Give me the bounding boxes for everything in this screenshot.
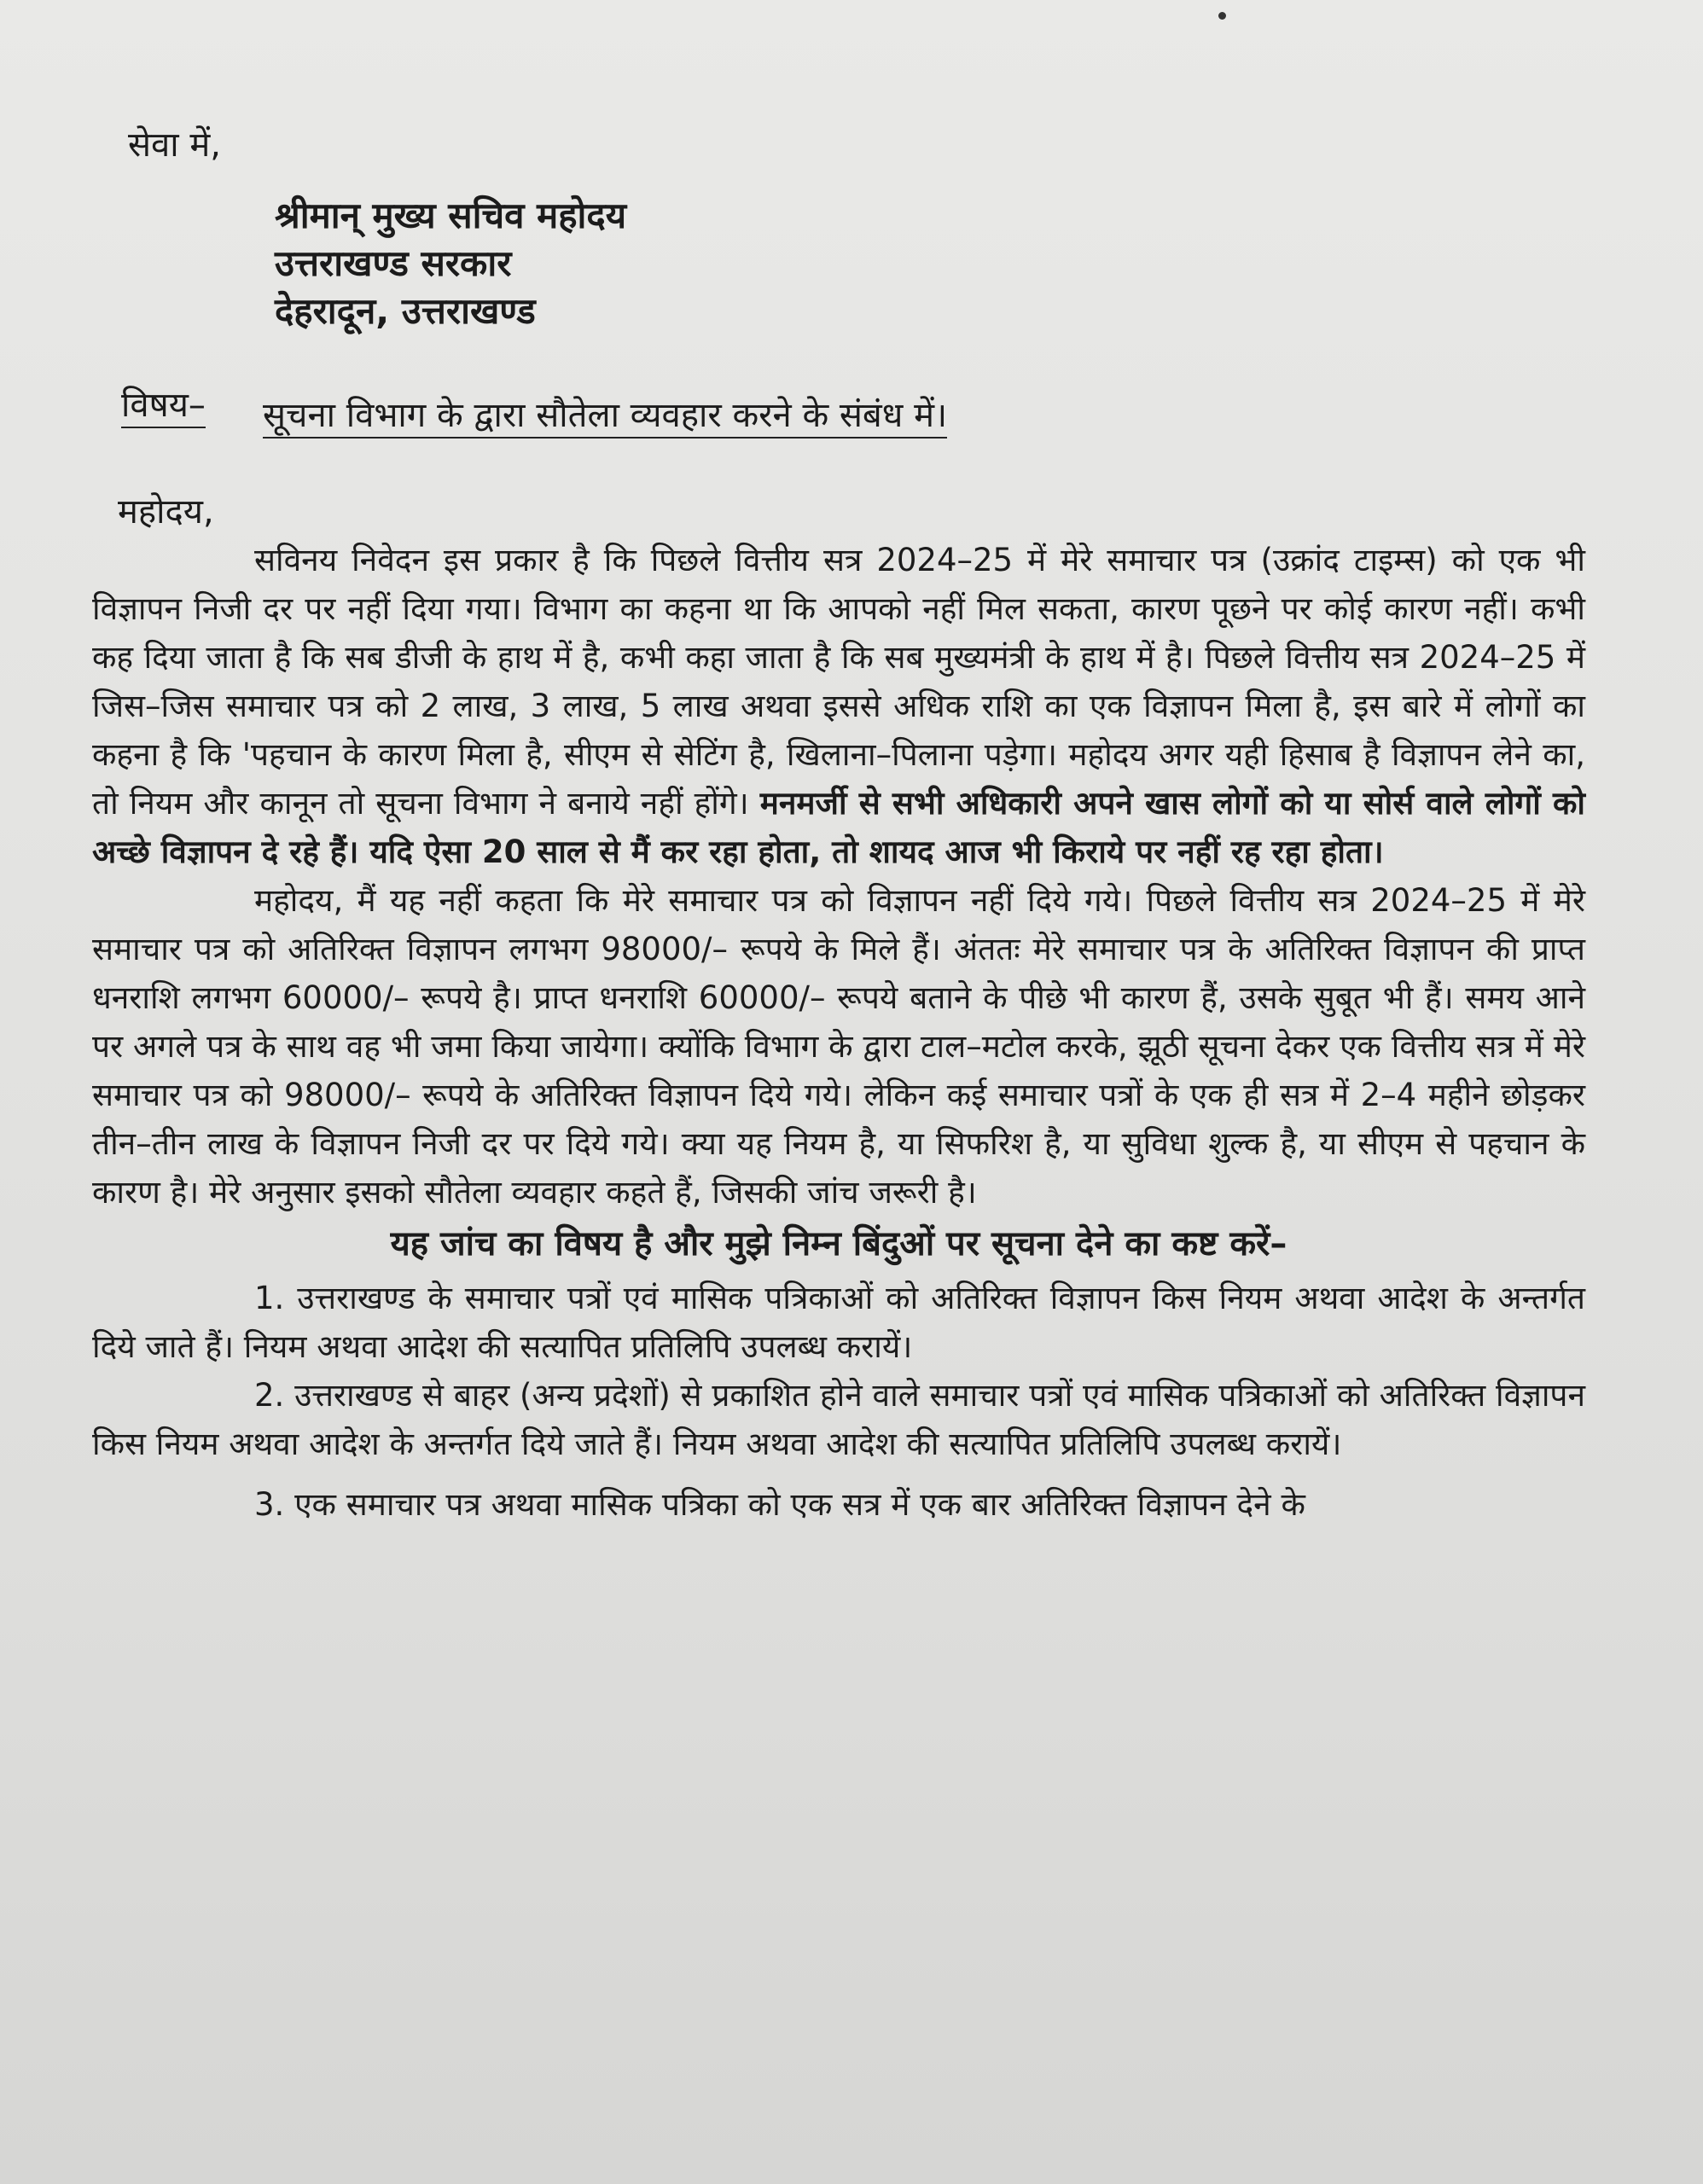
paragraph-1 [92,536,1585,876]
paragraph-1-text: सविनय निवेदन इस प्रकार है कि पिछले वित्तीय सत्र 2024–25 में मेरे समाचार पत्र (उक्रांद टाइम्स) को एक भी विज्ञापन निजी दर पर नहीं दिया गया। विभाग का कहना था कि आपको नहीं मिल सकता, कारण पूछने पर कोई कारण नहीं। कभी कह दिया जाता है कि सब डीजी के हाथ में है, कभी कहा जाता है कि सब मुख्यमंत्री के हाथ में है। पिछले वित्तीय सत्र 2024–25 में जिस–जिस समाचार पत्र को 2 लाख, 3 लाख, 5 लाख अथवा इससे अधिक राशि का एक विज्ञापन मिला है, इस बारे में लोगों का कहना है कि 'पहचान के कारण मिला है, सीएम से सेटिंग है, खिलाना–पिलाना पड़ेगा। महोदय अगर यही हिसाब है विज्ञापन लेने का, तो नियम और कानून तो सूचना विभाग ने बनाये नहीं होंगे। [92,542,1585,822]
subject-text: सूचना विभाग के द्वारा सौतेला व्यवहार करने के संबंध में। [263,394,947,439]
greeting: महोदय, [118,492,214,531]
addressee-line: श्रीमान् मुख्य सचिव महोदय [275,195,627,236]
addressee-line: देहरादून, उत्तराखण्ड [275,290,536,332]
addressee-line: उत्तराखण्ड सरकार [275,242,512,284]
list-item: 2. उत्तराखण्ड से बाहर (अन्य प्रदेशों) से प्रकाशित होने वाले समाचार पत्रों एवं मासिक पत्रिकाओं को अतिरिक्त विज्ञापन किस नियम अथवा आदेश के अन्तर्गत दिये जाते हैं। नियम अथवा आदेश की सत्यापित प्रतिलिपि उपलब्ध करायें। [92,1377,1585,1462]
subject-label: विषय– [121,384,206,428]
addressee-block [275,192,626,335]
ink-dot [1218,12,1226,20]
list-item: 3. एक समाचार पत्र अथवा मासिक पत्रिका को एक सत्र में एक बार अतिरिक्त विज्ञापन देने के [254,1486,1305,1523]
request-heading: यह जांच का विषय है और मुझे निम्न बिंदुओं पर सूचना देने का कष्ट करें– [390,1224,1287,1263]
letter-body [92,536,1585,1529]
to-label: सेवा में, [128,125,221,165]
paragraph-2: महोदय, मैं यह नहीं कहता कि मेरे समाचार पत्र को विज्ञापन नहीं दिये गये। पिछले वित्तीय सत्र 2024–25 में मेरे समाचार पत्र को अतिरिक्त विज्ञापन लगभग 98000/– रूपये के मिले हैं। अंततः मेरे समाचार पत्र के अतिरिक्त विज्ञापन की प्राप्त धनराशि लगभग 60000/– रूपये है। प्राप्त धनराशि 60000/– रूपये बताने के पीछे भी कारण हैं, उसके सुबूत भी हैं। समय आने पर अगले पत्र के साथ वह भी जमा किया जायेगा। क्योंकि विभाग के द्वारा टाल–मटोल करके, झूठी सूचना देकर एक वित्तीय सत्र में मेरे समाचार पत्र को 98000/– रूपये के अतिरिक्त विज्ञापन दिये गये। लेकिन कई समाचार पत्रों के एक ही सत्र में 2–4 महीने छोड़कर तीन–तीन लाख के विज्ञापन निजी दर पर दिये गये। क्या यह नियम है, या सिफरिश है, या सुविधा शुल्क है, या सीएम से पहचान के कारण है। मेरे अनुसार इसको सौतेला व्यवहार कहते हैं, जिसकी जांच जरूरी है। [92,882,1585,1211]
paragraph-1-bold: मनमर्जी से सभी अधिकारी अपने खास लोगों को या सोर्स वाले लोगों को अच्छे विज्ञापन दे रहे हैं। यदि ऐसा 20 साल से मैं कर रहा होता, तो शायद आज भी किराये पर नहीं रह रहा होता। [92,785,1585,870]
list-item: 1. उत्तराखण्ड के समाचार पत्रों एवं मासिक पत्रिकाओं को अतिरिक्त विज्ञापन किस नियम अथवा आदेश के अन्तर्गत दिये जाते हैं। नियम अथवा आदेश की सत्यापित प्रतिलिपि उपलब्ध करायें। [92,1280,1585,1365]
